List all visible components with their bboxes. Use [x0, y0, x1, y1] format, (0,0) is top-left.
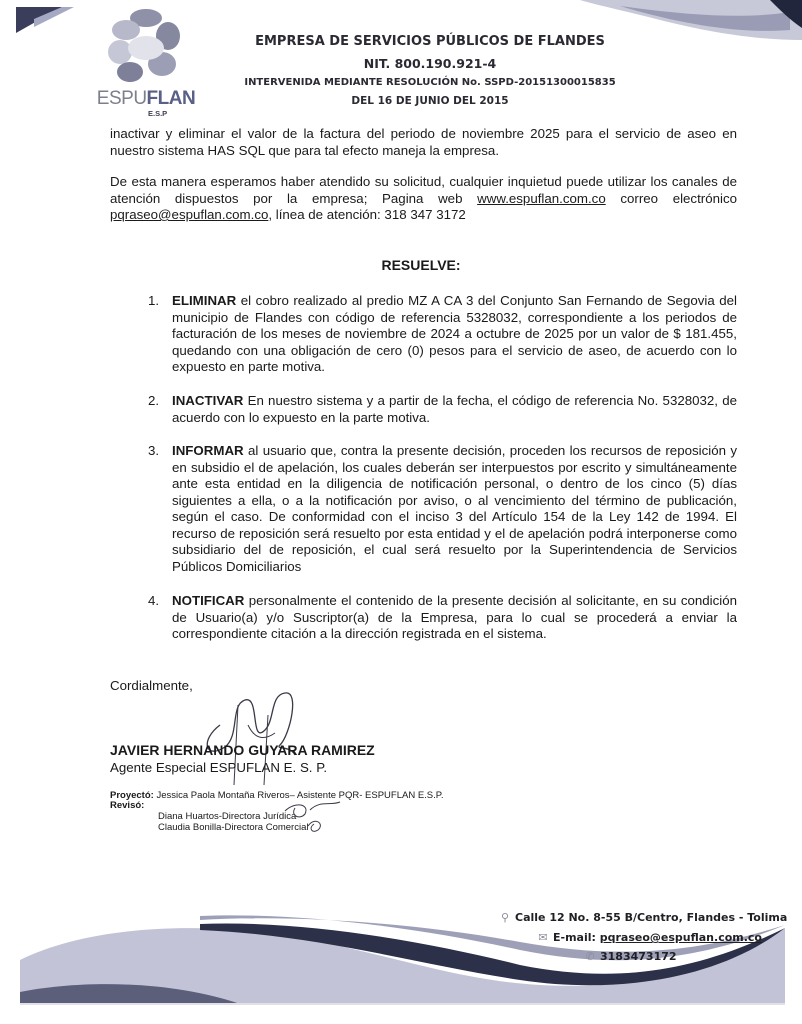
- item-number: 3.: [148, 443, 160, 458]
- logo-wordmark: ESPUFLAN: [96, 88, 196, 109]
- leaves-emblem-icon: [86, 6, 206, 90]
- reviewed-by-label: Revisó:: [110, 800, 145, 811]
- resolution-item: [148, 393, 737, 426]
- reviewer-initials-signature: [280, 796, 350, 836]
- corner-decoration: [14, 5, 74, 35]
- resuelve-heading: RESUELVE:: [381, 257, 461, 273]
- item-keyword: ELIMINAR: [172, 293, 237, 308]
- reviewed-by-list: Diana Huartos-Directora Jurídica Claudia Bonilla-Directora Comercial: [158, 811, 309, 833]
- mail-icon: ✉: [538, 931, 548, 944]
- item-text: al usuario que, contra la presente decisión, proceden los recursos de reposición y en subsidio el de apelación, los cuales deberán ser interpuestos por escrito y simultáneamente ante esta entidad en la diligencia de notificación personal, o dentro de los cinco (5) días siguientes a ella, o a la notificación por aviso, o al vencimiento del término de publicación, según el caso. De conformidad con el inciso 3 del Artículo 154 de la Ley 142 de 1994. El recurso de reposición será resuelto por esta entidad y el de apelación podrá interponerse como subsidiario del de reposición, el cual será resuelto por la Superintendencia de Servicios Públicos Domiciliarios: [172, 443, 737, 574]
- closing: Cordialmente,: [110, 678, 193, 693]
- location-pin-icon: ⚲: [500, 911, 510, 924]
- footer-address: ⚲ Calle 12 No. 8-55 B/Centro, Flandes - Tolima: [500, 911, 788, 924]
- company-name: EMPRESA DE SERVICIOS PÚBLICOS DE FLANDES: [255, 34, 605, 49]
- company-nit: NIT. 800.190.921-4: [363, 56, 497, 71]
- resolution-item: [148, 443, 737, 575]
- projected-by: Proyectó: Jessica Paola Montaña Riveros– Asistente PQR- ESPUFLAN E.S.P.: [110, 790, 444, 801]
- footer-email-link[interactable]: pqraseo@espuflan.com.co: [599, 931, 762, 944]
- intervention-notice: INTERVENIDA MEDIANTE RESOLUCIÓN No. SSPD-20151300015835: [244, 77, 616, 88]
- email-link[interactable]: pqraseo@espuflan.com.co: [110, 207, 269, 222]
- item-number: 4.: [148, 593, 160, 608]
- item-text: el cobro realizado al predio MZ A CA 3 del Conjunto San Fernando de Segovia del municipio de Flandes con código de referencia 5328032, correspondiente a los periodos de facturación de los meses de noviembre de 2024 a octubre de 2025 por un valor de $ 181.455, quedando con una obligación de cero (0) pesos para el servicio de aseo, de acuerdo con lo expuesto en parte motiva.: [172, 293, 737, 374]
- phone-icon: ✆: [585, 950, 595, 963]
- item-number: 1.: [148, 293, 160, 308]
- signer-name: JAVIER HERNANDO GUYARA RAMIREZ: [110, 742, 375, 758]
- item-keyword: INACTIVAR: [172, 393, 244, 408]
- paragraph-2: De esta manera esperamos haber atendido su solicitud, cualquier inquietud puede utilizar los canales de atención dispuestos por la empresa; Pagina web www.espuflan.com.co correo electrónico pqraseo@espuflan.com.co, línea de atención: 318 347 3172: [110, 174, 737, 222]
- item-number: 2.: [148, 393, 160, 408]
- footer-wave-decoration: [0, 880, 802, 1020]
- espuflan-logo: [86, 6, 206, 118]
- paragraph-1: inactivar y eliminar el valor de la factura del periodo de noviembre 2025 para el servicio de aseo en nuestro sistema HAS SQL que para tal efecto maneja la empresa.: [110, 126, 737, 158]
- intervention-date: DEL 16 DE JUNIO DEL 2015: [351, 95, 509, 107]
- footer-phone: ✆ 3183473172: [585, 950, 677, 963]
- signer-title: Agente Especial ESPUFLAN E. S. P.: [110, 760, 328, 775]
- resolution-item: [148, 593, 737, 643]
- item-text: personalmente el contenido de la presente decisión al solicitante, en su condición de Usuario(a) y/o Suscriptor(a) de la Empresa, para lo cual se procederá a enviar la correspondiente citación a la dirección registrada en el sistema.: [172, 593, 737, 641]
- item-keyword: NOTIFICAR: [172, 593, 245, 608]
- item-text: En nuestro sistema y a partir de la fecha, el código de referencia No. 5328032, de acuerdo con lo expuesto en la parte motiva.: [172, 393, 737, 425]
- resolution-item: [148, 293, 737, 376]
- footer-email: ✉ E-mail: pqraseo@espuflan.com.co: [538, 931, 762, 944]
- item-keyword: INFORMAR: [172, 443, 244, 458]
- website-link[interactable]: www.espuflan.com.co: [477, 190, 606, 206]
- logo-suffix: E.S.P: [148, 109, 168, 118]
